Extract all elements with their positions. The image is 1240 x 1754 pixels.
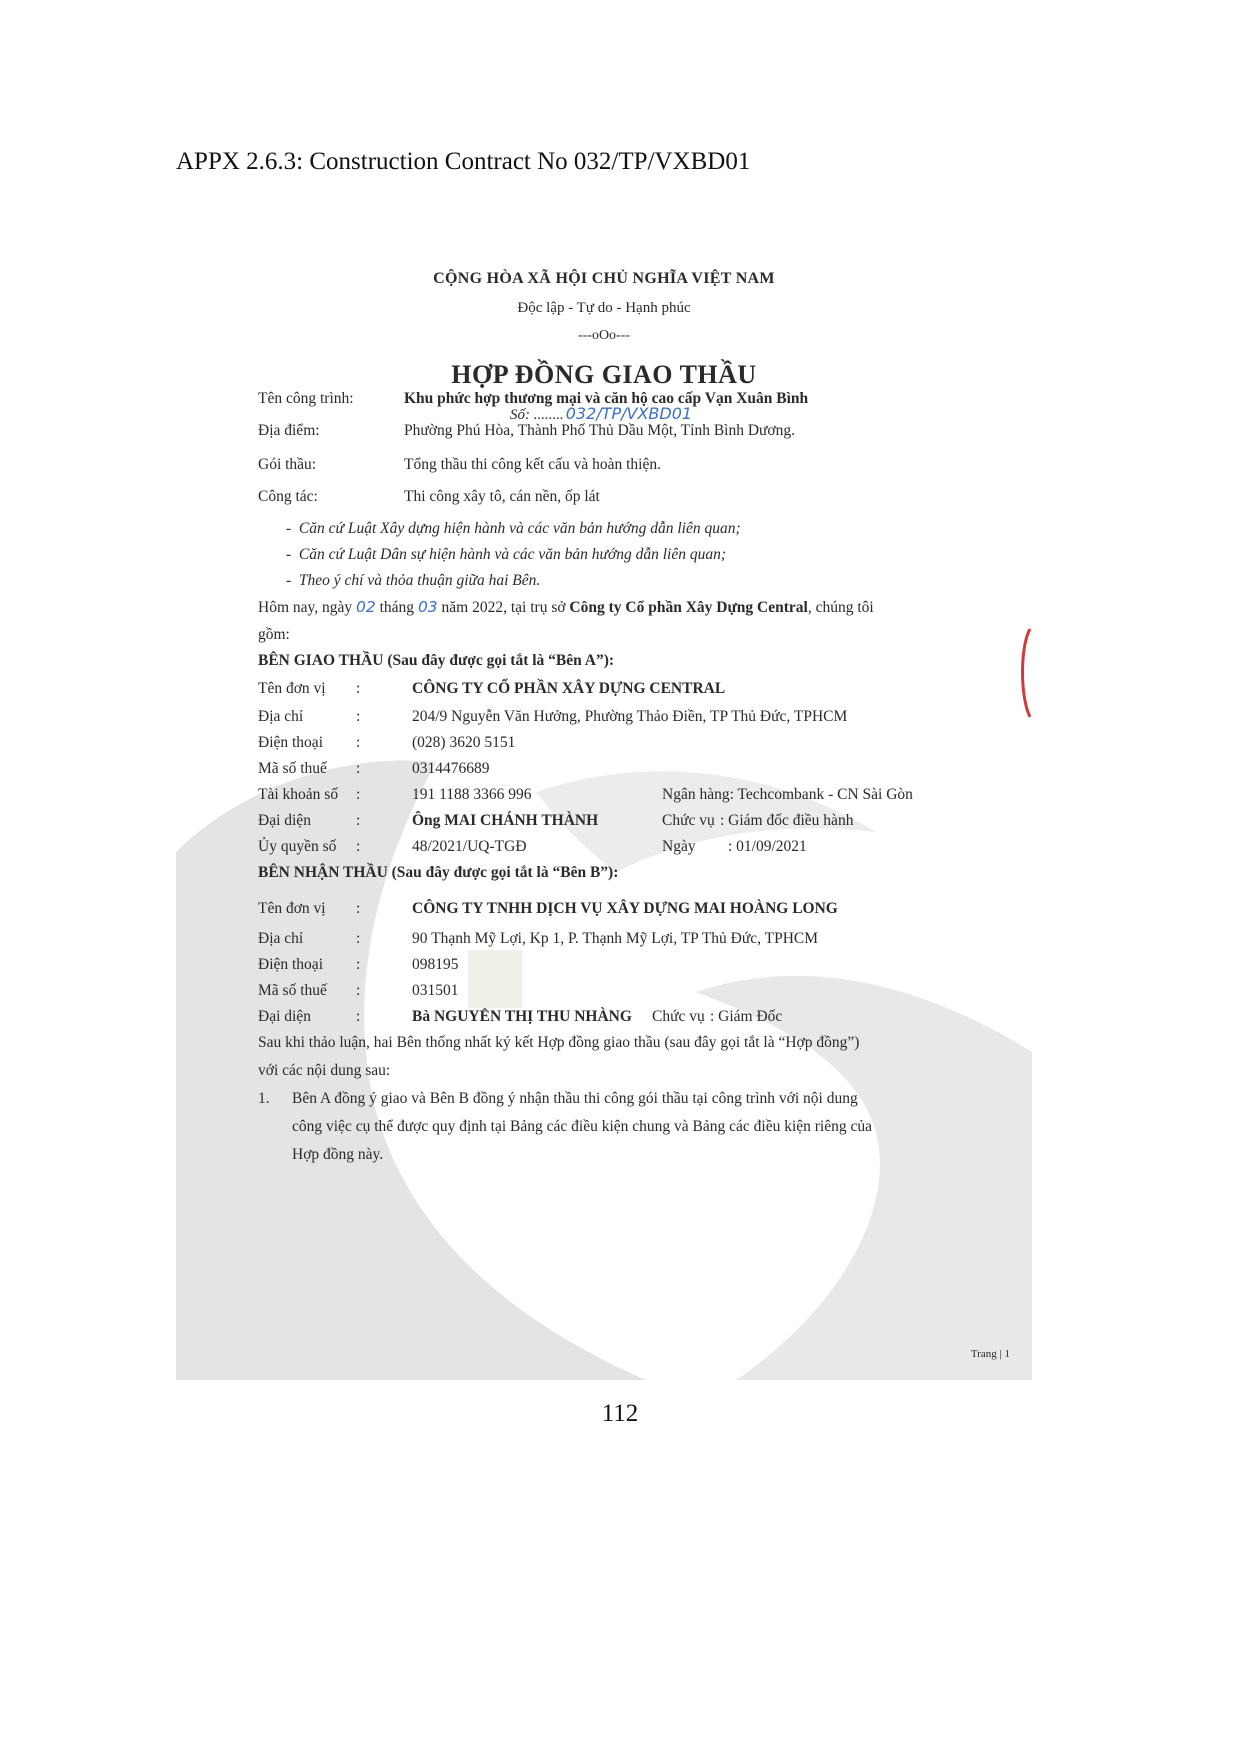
number-label: Số: ........: [510, 407, 564, 423]
redaction-box: [468, 950, 522, 1008]
separator: ---oOo---: [577, 328, 631, 343]
basis-item: - Theo ý chí và thỏa thuận giữa hai Bên.: [286, 572, 541, 589]
page-number: 112: [601, 1400, 639, 1427]
clause-1-line-3: Hợp đồng này.: [292, 1146, 384, 1163]
party-a-name: CÔNG TY CỔ PHẦN XÂY DỰNG CENTRAL: [412, 680, 726, 697]
package-label: Gói thầu:: [258, 456, 317, 473]
party-a-address: 204/9 Nguyễn Văn Hưởng, Phường Thảo Điền, TP Thủ Đức, TPHCM: [412, 708, 848, 725]
intro-line: Hôm nay, ngày 02 tháng 03 năm 2022, tại trụ sở Công ty Cổ phần Xây Dựng Central, chúng tôi: [258, 598, 874, 616]
scan-page-footer: Trang | 1: [970, 1348, 1010, 1360]
party-a-heading: BÊN GIAO THẦU (Sau đây được gọi tắt là “Bên A”):: [258, 652, 615, 669]
motto: Độc lập - Tự do - Hạnh phúc: [517, 300, 691, 316]
agreement-line-1: Sau khi thảo luận, hai Bên thống nhất ký kết Hợp đồng giao thầu (sau đây gọi tắt là “Hợp đồng”): [258, 1034, 860, 1051]
party-b-position: : Giám Đốc: [710, 1008, 783, 1025]
location-label: Địa điểm:: [258, 422, 320, 439]
handwritten-day: 02: [356, 598, 376, 616]
party-a-phone: (028) 3620 5151: [412, 734, 516, 751]
appendix-title: APPX 2.6.3: Construction Contract No 032/TP/VXBD01: [176, 148, 751, 175]
party-a-rep: Ông MAI CHÁNH THÀNH: [412, 812, 599, 829]
work-label: Công tác:: [258, 488, 318, 505]
party-a-auth-date: : 01/09/2021: [728, 838, 807, 855]
project-name-label: Tên công trình:: [258, 390, 354, 407]
work-value: Thi công xây tô, cán nền, ốp lát: [404, 488, 600, 505]
location-value: Phường Phú Hòa, Thành Phố Thủ Dầu Một, Tỉnh Bình Dương.: [404, 422, 796, 439]
clause-1-line-2: công việc cụ thể được quy định tại Bảng các điều kiện chung và Bảng các điều kiện riêng của: [292, 1118, 872, 1135]
intro-company: Công ty Cổ phần Xây Dựng Central: [569, 599, 808, 616]
basis-item: - Căn cứ Luật Dân sự hiện hành và các văn bản hướng dẫn liên quan;: [286, 546, 727, 563]
intro-line-2: gồm:: [258, 626, 290, 643]
basis-item: - Căn cứ Luật Xây dựng hiện hành và các văn bản hướng dẫn liên quan;: [286, 520, 741, 537]
party-b-name: CÔNG TY TNHH DỊCH VỤ XÂY DỰNG MAI HOÀNG LONG: [412, 900, 838, 917]
contract-content: CỘNG HÒA XÃ HỘI CHỦ NGHĨA VIỆT NAM Độc lập - Tự do - Hạnh phúc ---oOo--- HỢP ĐỒNG GIAO THẦU Số: ........ 032/TP/VXBD01 Tên công trình: Khu phức hợp thương mại và căn hộ cao cấp Vạn Xuân Bình Địa điểm: Phường Phú Hòa, Thành Phố Thủ Dầu Một, Tỉnh Bình Dương. Gói thầu: Tổng thầu thi công kết cấu và hoàn thiện. Công tác: Thi công xây tô, cán nền, ốp lát - Căn cứ Luật Xây dựng hiện hành và các văn bản hướng dẫn liên quan; - Căn cứ Luật Dân sự hiện hành và các văn bản hướng dẫn liên quan; - Theo ý chí và thỏa thuận giữa hai Bên. Hôm nay, ngày 02 tháng 03 năm 2022, tại trụ sở Công ty Cổ phần Xây Dựng Central, chúng tôi gồm: BÊN GIAO THẦU (Sau đây được gọi tắt là “Bên A”): Tên đơn vị : CÔNG TY CỔ PHẦN XÂY DỰNG CENTRAL Địa chỉ : 204/9 Nguyễn Văn Hưởng, Phường Thảo Điền, TP Thủ Đức, TPHCM Điện thoại : (028) 3620 5151 Mã số thuế : 0314476689 Tài khoản số : 191 1188 3366 996 Ngân hàng: Techcombank - CN Sài Gòn Đại diện : Ông MAI CHÁNH THÀNH Chức vụ : Giám đốc điều hành Ủy quyền số : 48/2021/UQ-TGĐ Ngày : 01/09/2021 BÊN NHẬN THẦU (Sau đây được gọi tắt là “Bên B”): Tên đơn vị : CÔNG TY TNHH DỊCH VỤ XÂY DỰNG MAI HOÀNG LONG Địa chỉ : 90 Thạnh Mỹ Lợi, Kp 1, P. Thạnh Mỹ Lợi, TP Thủ Đức, TPHCM Điện thoại : 098195 Mã số thuế : 031501 Đại diện : Bà NGUYỄN THỊ THU NHÀNG Chức vụ : Giám Đốc Sau khi thảo luận, hai Bên thống nhất ký kết Hợp đồng giao thầu (sau đây gọi tắt là “Hợp đồng”) với các nội dung sau: 1. Bên A đồng ý giao và Bên B đồng ý nhận thầu thi công gói thầu tại công trình với nội dung công việc cụ thể được quy định tại Bảng các điều kiện chung và Bảng các điều kiện riêng của Hợp đồng này. Trang | 1: [176, 232, 1032, 1380]
number-handwritten: 032/TP/VXBD01: [565, 404, 693, 423]
scanned-contract-page: [176, 232, 1032, 1380]
clause-number: 1.: [258, 1090, 270, 1107]
party-b-heading: BÊN NHẬN THẦU (Sau đây được gọi tắt là “Bên B”):: [258, 864, 619, 881]
handwritten-month: 03: [417, 598, 438, 616]
package-value: Tổng thầu thi công kết cấu và hoàn thiện.: [404, 456, 661, 473]
contract-title: HỢP ĐỒNG GIAO THẦU: [451, 360, 757, 389]
party-a-bank: Ngân hàng: Techcombank - CN Sài Gòn: [662, 786, 913, 803]
party-b-address: 90 Thạnh Mỹ Lợi, Kp 1, P. Thạnh Mỹ Lợi, TP Thủ Đức, TPHCM: [412, 930, 819, 947]
agreement-line-2: với các nội dung sau:: [258, 1062, 391, 1079]
party-a-tax: 0314476689: [412, 760, 490, 777]
party-b-rep: Bà NGUYỄN THỊ THU NHÀNG: [412, 1008, 632, 1025]
party-b-phone: 098195: [412, 956, 459, 973]
party-a-account: 191 1188 3366 996: [412, 786, 532, 803]
party-b-tax: 031501: [412, 982, 459, 999]
party-a-auth: 48/2021/UQ-TGĐ: [412, 838, 527, 855]
party-a-position: : Giám đốc điều hành: [720, 812, 854, 829]
project-name-value: Khu phức hợp thương mại và căn hộ cao cấp Vạn Xuân Bình: [404, 390, 809, 407]
national-name: CỘNG HÒA XÃ HỘI CHỦ NGHĨA VIỆT NAM: [433, 270, 775, 287]
clause-1-line-1: Bên A đồng ý giao và Bên B đồng ý nhận thầu thi công gói thầu tại công trình với nội dung: [292, 1090, 858, 1107]
